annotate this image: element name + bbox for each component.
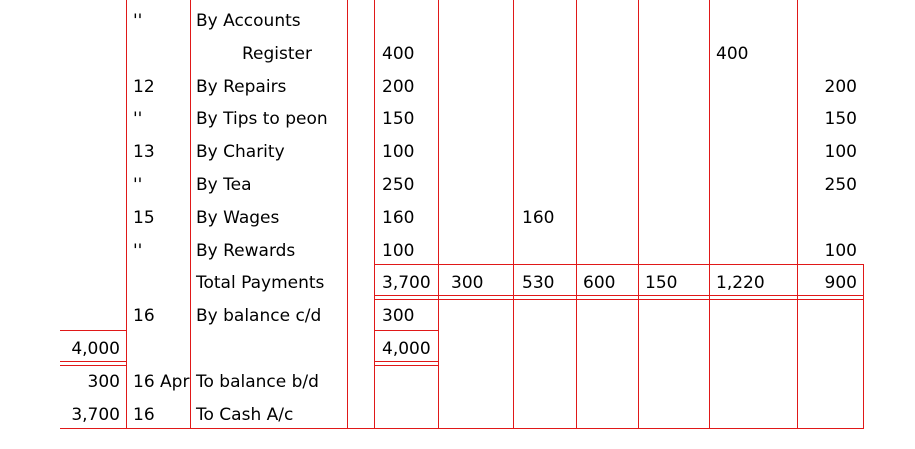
column-rule — [638, 0, 639, 429]
balance-bottom-rule-1 — [374, 361, 438, 362]
particulars-cell: By Tips to peon — [196, 109, 328, 130]
total-bottom-rule-2 — [374, 299, 863, 300]
amount-total: 400 — [382, 43, 415, 64]
particulars-cell: To Cash A/c — [196, 404, 294, 425]
date-cell: 16 — [133, 404, 155, 425]
column-rule — [797, 0, 798, 429]
amount-c6: 200 — [824, 76, 857, 97]
amount-total: 200 — [382, 76, 415, 97]
amount-total: 3,700 — [382, 273, 431, 294]
date-cell: 16 Apr — [133, 371, 190, 392]
total-top-rule — [374, 264, 863, 265]
column-rule — [863, 264, 864, 429]
particulars-cell: By Repairs — [196, 76, 287, 97]
particulars-cell: By Wages — [196, 207, 280, 228]
total-bottom-rule-1 — [374, 295, 863, 296]
balance-bottom-rule-1 — [60, 361, 126, 362]
particulars-cell: To balance b/d — [196, 371, 319, 392]
column-rule — [576, 0, 577, 429]
date-cell: '' — [133, 11, 143, 31]
column-rule — [438, 0, 439, 429]
amount-total: 160 — [382, 207, 415, 228]
date-cell: 12 — [133, 76, 155, 97]
amount-c4: 150 — [645, 273, 678, 294]
amount-c6: 250 — [824, 175, 857, 195]
receipt-amount: 300 — [87, 371, 120, 392]
balance-bottom-rule-2 — [374, 365, 438, 366]
particulars-cell: By Rewards — [196, 240, 296, 261]
balance-bottom-rule-2 — [60, 365, 126, 366]
amount-c2: 530 — [522, 273, 555, 294]
amount-total: 150 — [382, 109, 415, 130]
amount-total: 250 — [382, 175, 415, 195]
amount-c5: 1,220 — [716, 273, 765, 294]
receipt-amount: 4,000 — [71, 339, 120, 359]
date-cell: 16 — [133, 306, 155, 327]
column-rule — [513, 0, 514, 429]
particulars-cell: By Tea — [196, 175, 252, 195]
date-cell: 13 — [133, 142, 155, 163]
amount-total: 300 — [382, 306, 415, 327]
date-cell: '' — [133, 109, 143, 130]
balance-top-rule — [374, 330, 438, 331]
particulars-cell: By Charity — [196, 142, 285, 163]
date-cell: '' — [133, 240, 143, 261]
amount-c1: 300 — [451, 273, 484, 294]
column-rule — [190, 0, 191, 429]
column-rule — [126, 0, 127, 429]
amount-total: 100 — [382, 142, 415, 163]
amount-c5: 400 — [716, 43, 749, 64]
amount-c6: 100 — [824, 240, 857, 261]
particulars-cell: Register — [242, 43, 312, 64]
receipt-amount: 3,700 — [71, 404, 120, 425]
particulars-cell: Total Payments — [196, 273, 325, 294]
amount-c3: 600 — [583, 273, 616, 294]
balance-top-rule — [60, 330, 126, 331]
particulars-cell: By Accounts — [196, 11, 301, 31]
column-rule — [709, 0, 710, 429]
particulars-cell: By balance c/d — [196, 306, 322, 327]
amount-total: 4,000 — [382, 339, 431, 359]
ledger-bottom-rule — [60, 428, 863, 429]
amount-c6: 100 — [824, 142, 857, 163]
amount-c6: 150 — [824, 109, 857, 130]
amount-c2: 160 — [522, 207, 555, 228]
column-rule — [347, 0, 348, 429]
amount-c6: 900 — [824, 273, 857, 294]
amount-total: 100 — [382, 240, 415, 261]
date-cell: '' — [133, 175, 143, 195]
date-cell: 15 — [133, 207, 155, 228]
